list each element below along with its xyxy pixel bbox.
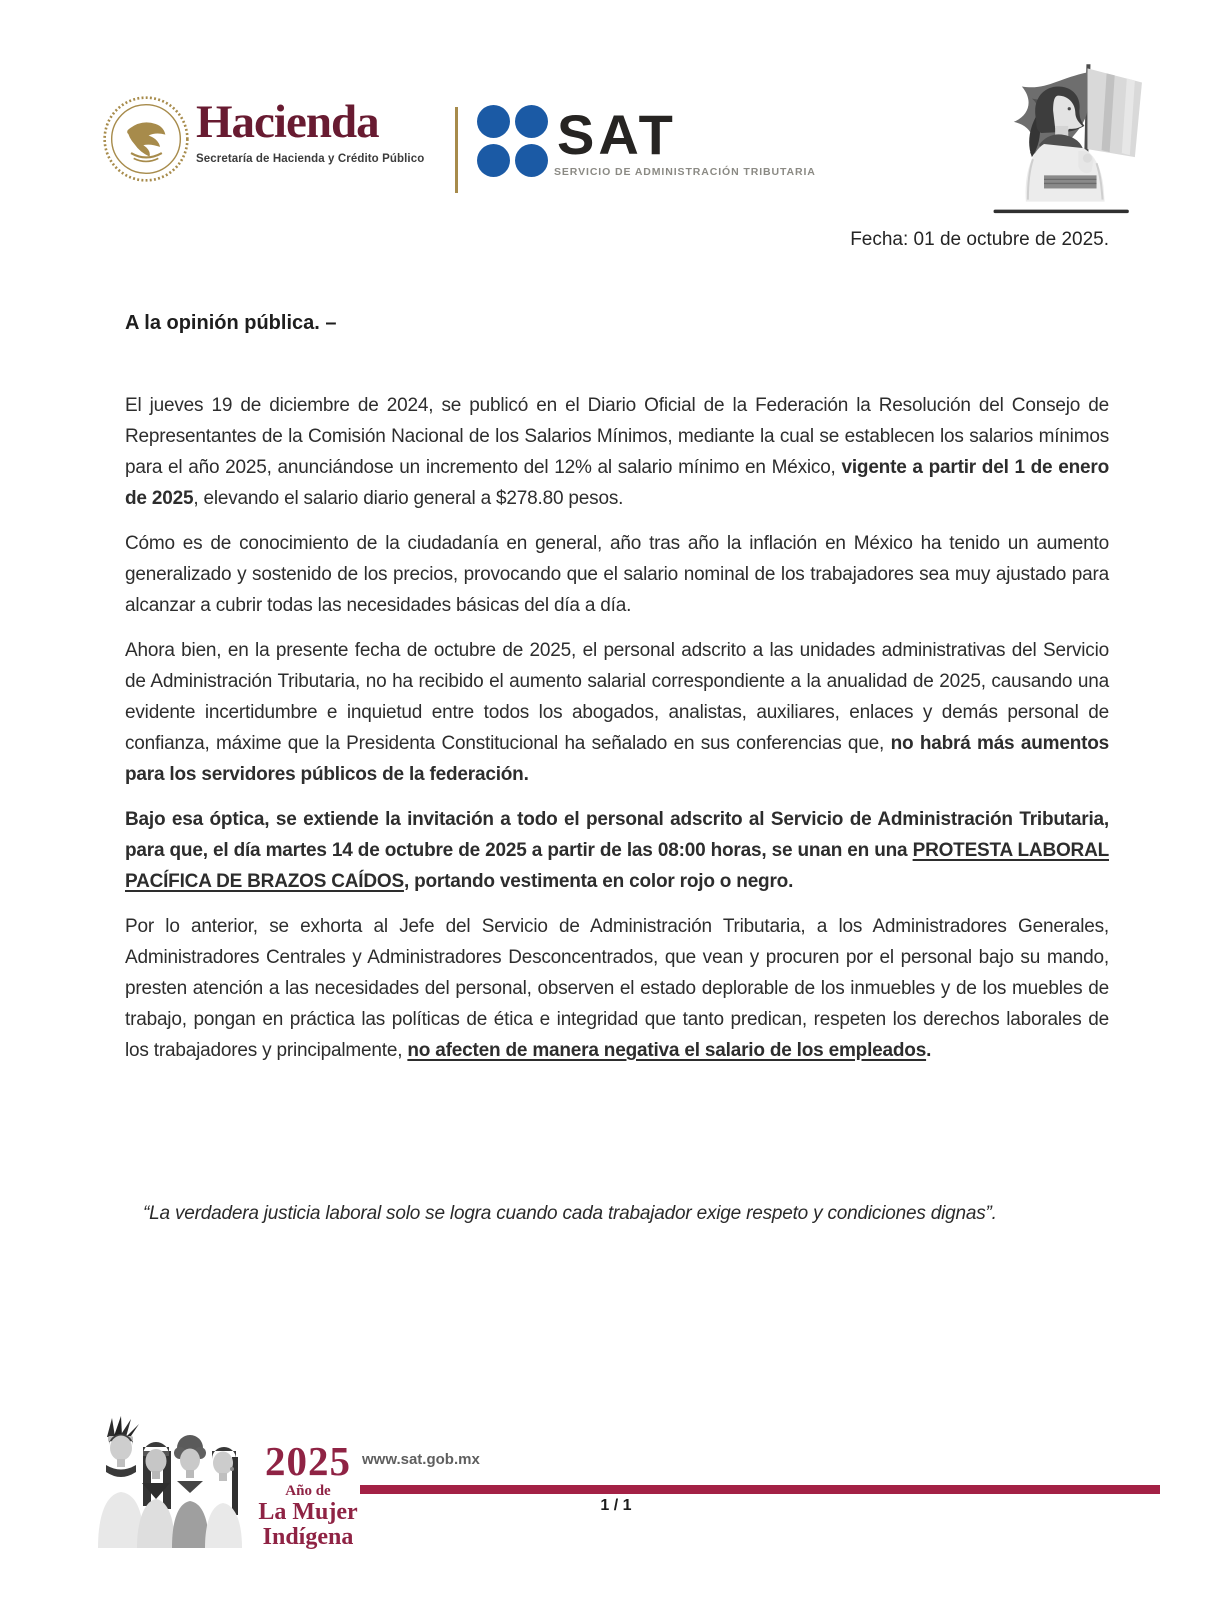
footer-accent-bar — [360, 1485, 1160, 1494]
indigenous-women-illustration — [93, 1415, 253, 1548]
paragraph-exhortation — [125, 911, 1109, 1066]
mexican-coat-of-arms-icon — [102, 92, 190, 186]
woman-with-flag-illustration — [935, 58, 1147, 220]
footer-year-campaign — [258, 1438, 358, 1550]
paragraph-inflation — [125, 528, 1109, 621]
paragraph-bold-underline-text: no afecten de manera negativa el salario de los empleados — [407, 1040, 927, 1061]
hacienda-subtitle: Secretaría de Hacienda y Crédito Público — [196, 153, 425, 165]
sat-four-circles-icon — [476, 104, 550, 178]
salutation: A la opinión pública. – — [125, 312, 337, 334]
letter-body — [125, 390, 1109, 1066]
paragraph-bold-text: vigente a partir del 1 de enero de 2025 — [125, 457, 1109, 509]
sat-wordmark: SAT — [557, 103, 677, 166]
paragraph-text: , elevando el salario diario general a $278.80 pesos. — [193, 488, 624, 509]
paragraph-no-raise — [125, 635, 1109, 790]
paragraph-text: Ahora bien, en la presente fecha de octubre de 2025, el personal adscrito a las unidades administrativas del Servicio de Administración Tributaria, no ha recibido el aumento salarial correspondiente a la anualidad de 2025, causando una evidente incertidumbre e inquietud entre todos los abogados, analistas, auxiliares, enlaces y demás personal de confianza, máxime que la Presidenta Constitucional ha señalado en sus conferencias que, — [125, 640, 1109, 754]
footer-campaign-line2: La Mujer — [258, 1498, 358, 1525]
footer-year: 2025 — [265, 1438, 351, 1484]
footer-website: www.sat.gob.mx — [362, 1451, 480, 1468]
paragraph-text: El jueves 19 de diciembre de 2024, se publicó en el Diario Oficial de la Federación la Resolución del Consejo de Representantes de la Comisión Nacional de los Salarios Mínimos, mediante la cual se establecen los salarios mínimos para el año 2025, anunciándose un incremento del 12% al salario mínimo en México, — [125, 395, 1109, 478]
closing-quote: “La verdadera justicia laboral solo se logra cuando cada trabajador exige respeto y condiciones dignas”. — [143, 1203, 997, 1224]
paragraph-text: Bajo esa óptica, se extiende la invitación a todo el personal adscrito al Servicio de Administración Tributaria, para que, el día martes 14 de octubre de 2025 a partir de las 08:00 horas, se unan en una — [125, 809, 1109, 861]
date-line: Fecha: 01 de octubre de 2025. — [850, 229, 1109, 250]
footer-campaign-line1: Año de — [285, 1483, 331, 1499]
paragraph-minimum-wage — [125, 390, 1109, 514]
paragraph-bold-text: no habrá más aumentos para los servidores públicos de la federación. — [125, 733, 1110, 785]
hacienda-wordmark: Hacienda — [196, 96, 379, 148]
sat-subtitle: SERVICIO DE ADMINISTRACIÓN TRIBUTARIA — [554, 166, 816, 178]
paragraph-text: , portando vestimenta en color rojo o negro. — [403, 871, 794, 892]
page-number: 1 / 1 — [600, 1497, 632, 1514]
paragraph-text: Por lo anterior, se exhorta al Jefe del Servicio de Administración Tributaria, a los Administradores Generales, Administradores Centrales y Administradores Desconcentrados, que vean y procuren por el personal bajo su mando, presten atención a las necesidades del personal, observen el estado deplorable de los inmuebles y de los muebles de trabajo, pongan en práctica las políticas de ética e integridad que tanto predican, respeten los derechos laborales de los trabajadores y principalmente, — [125, 916, 1109, 1061]
paragraph-protest-invitation — [125, 804, 1109, 897]
header-divider — [455, 107, 458, 193]
paragraph-text: . — [926, 1040, 932, 1061]
paragraph-bold-underline-text: PROTESTA LABORAL PACÍFICA DE BRAZOS CAÍDOS — [125, 840, 1109, 892]
hacienda-logo — [196, 96, 426, 165]
paragraph-text: Cómo es de conocimiento de la ciudadanía en general, año tras año la inflación en México ha tenido un aumento generalizado y sostenido de los precios, provocando que el salario nominal de los trabajadores sea muy ajustado para alcanzar a cubrir todas las necesidades básicas del día a día. — [125, 533, 1109, 616]
footer-campaign-line3: Indígena — [262, 1523, 354, 1550]
